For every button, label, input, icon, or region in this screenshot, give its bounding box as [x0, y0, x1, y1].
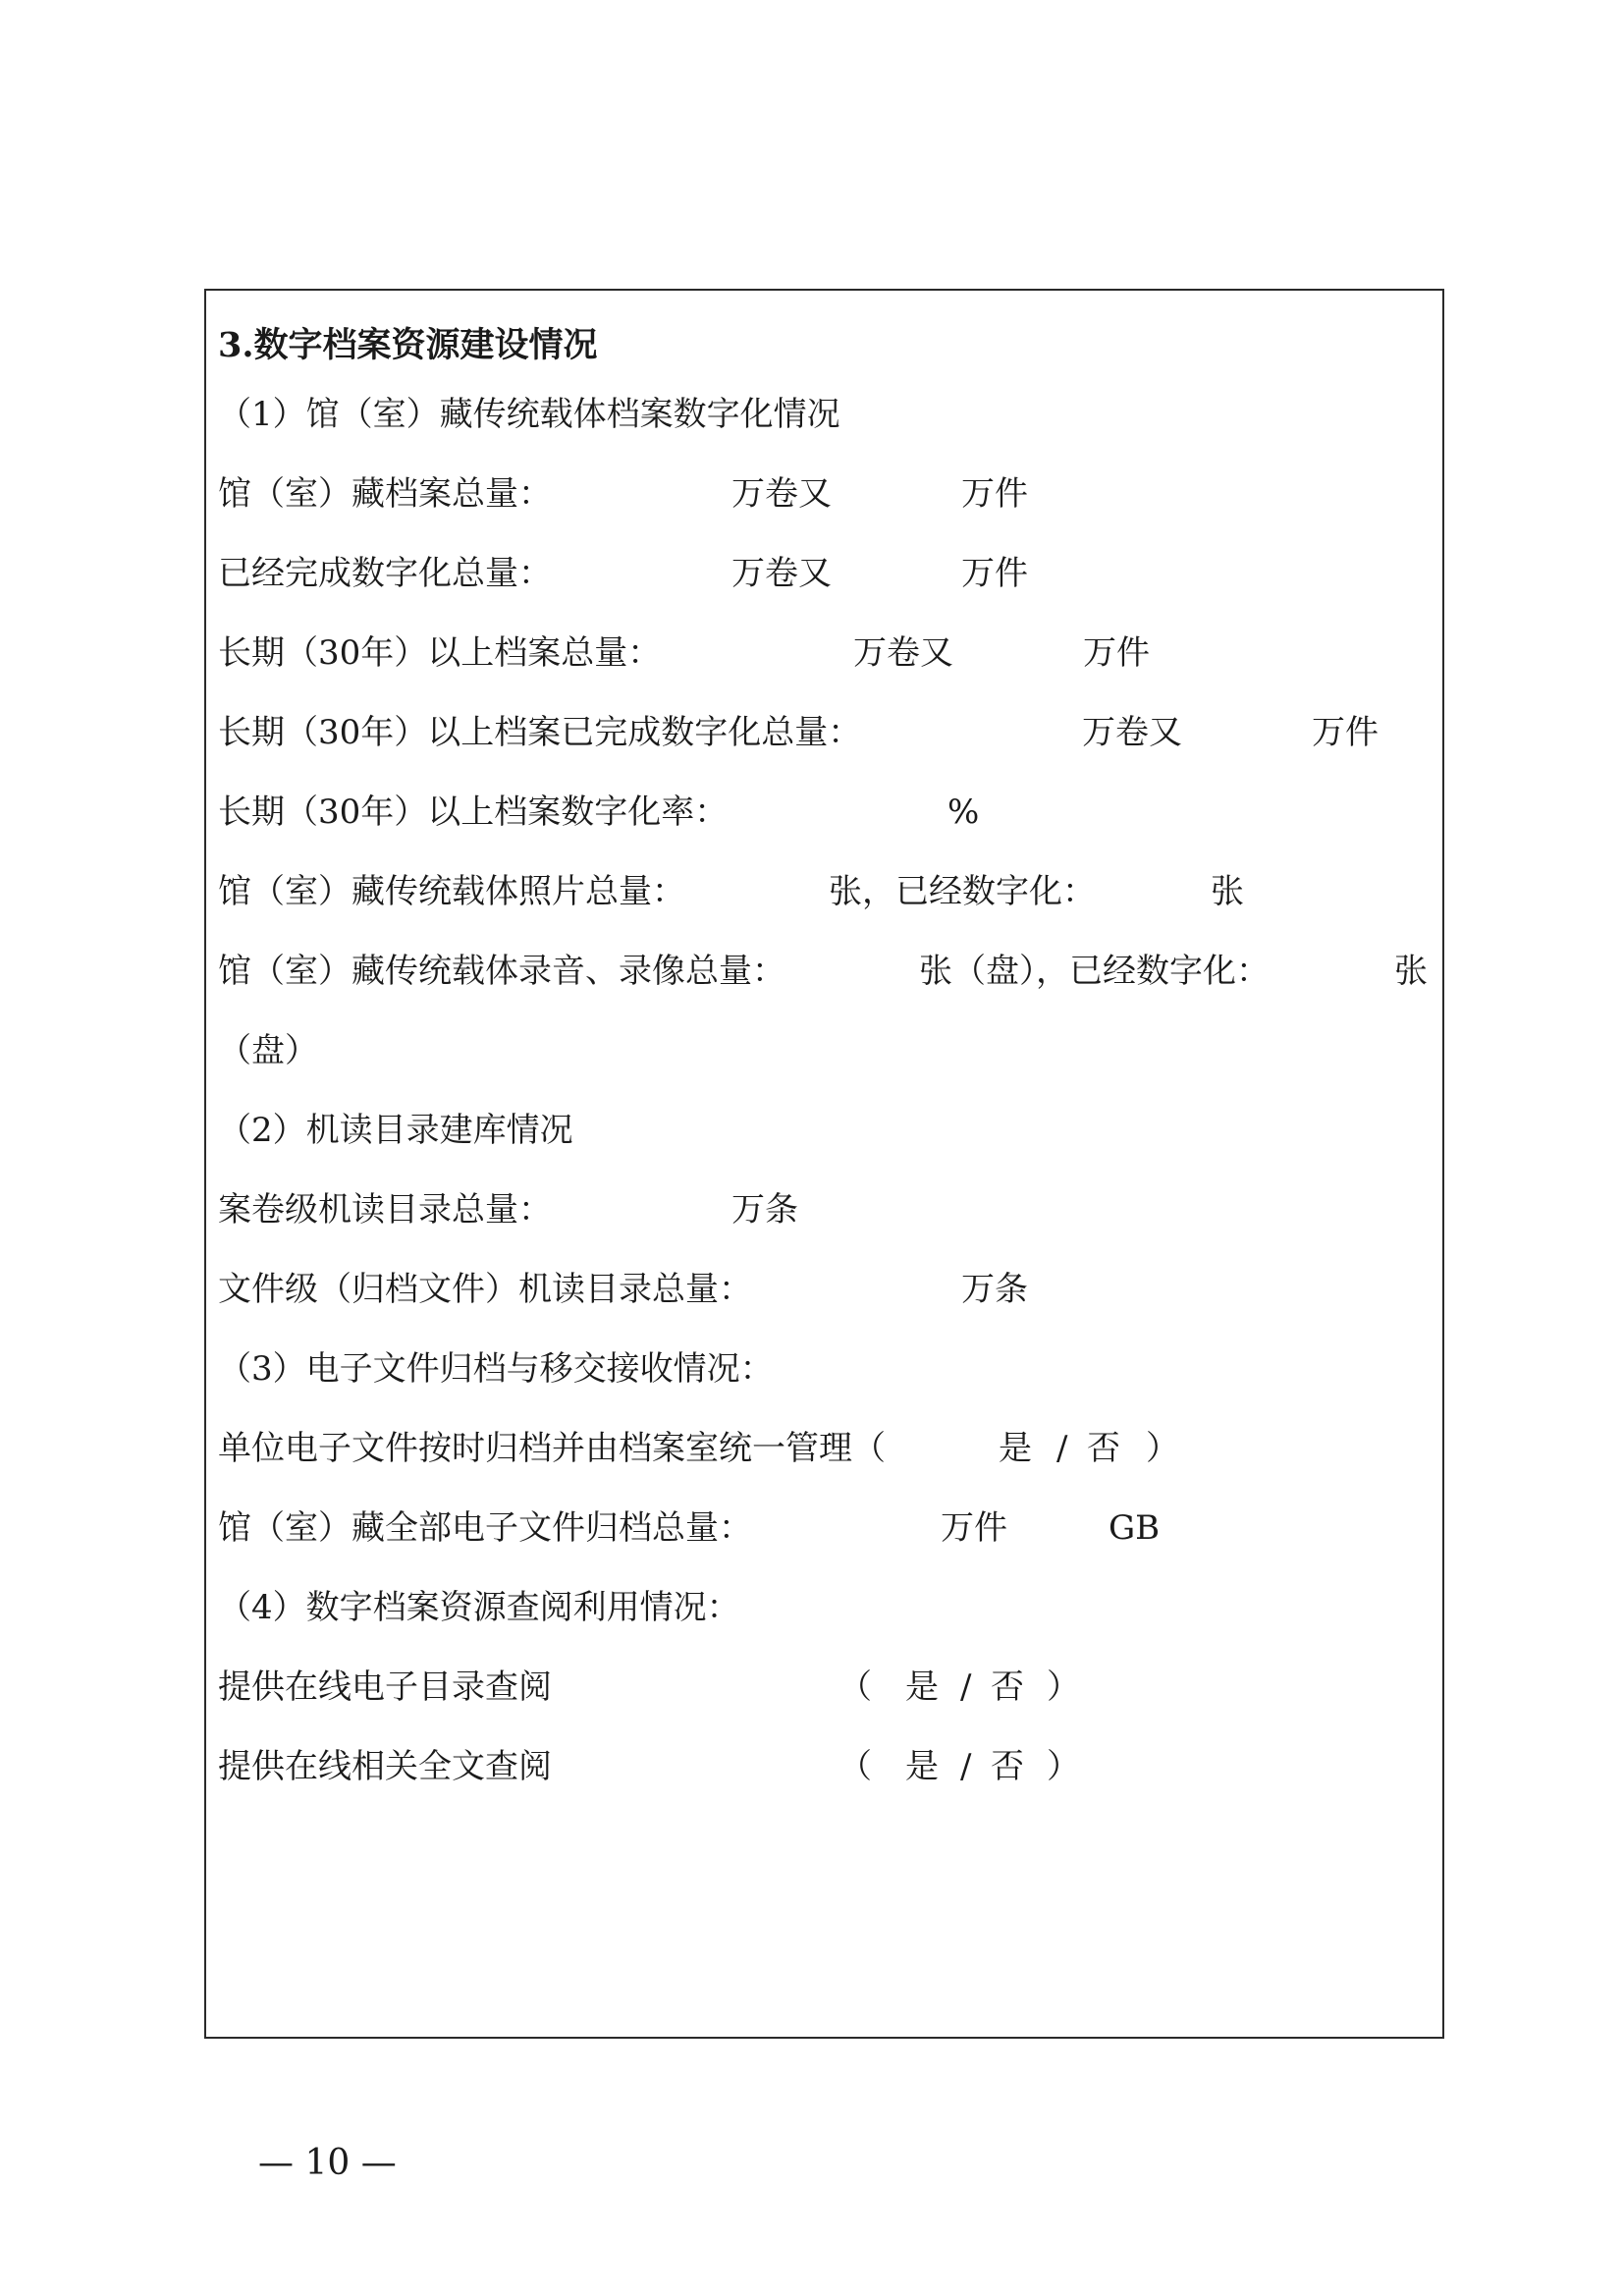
photos-unit-digitized: 张，已经数字化：	[829, 872, 1096, 911]
online-catalog-slash: /	[960, 1667, 972, 1707]
long-term-rate-label: 长期（30年）以上档案数字化率：	[218, 793, 729, 832]
unified-management-slash: /	[1056, 1429, 1068, 1468]
audio-video-unit-sheets: 张	[1394, 952, 1428, 991]
photos-unit-sheets: 张	[1211, 872, 1244, 911]
long-term-digitized-unit-volumes: 万卷又	[1082, 713, 1182, 752]
audio-video-continuation: （盘）	[218, 1031, 318, 1070]
long-term-digitized-row	[218, 708, 1426, 757]
part1-title: （1）馆（室）藏传统载体档案数字化情况	[218, 395, 840, 434]
audio-video-label: 馆（室）藏传统载体录音、录像总量：	[218, 952, 785, 991]
long-term-total-unit-items: 万件	[1083, 633, 1150, 673]
digitized-total-unit-volumes: 万卷又	[731, 554, 832, 593]
audio-video-row	[218, 947, 1435, 996]
long-term-digitized-label: 长期（30年）以上档案已完成数字化总量：	[218, 713, 862, 752]
online-fulltext-open: （	[839, 1747, 872, 1786]
case-level-unit: 万条	[731, 1190, 798, 1230]
long-term-rate-unit: %	[947, 793, 980, 832]
case-level-row	[218, 1185, 1426, 1234]
digitized-total-row	[218, 549, 1426, 598]
part2-title: （2）机读目录建库情况	[218, 1111, 573, 1150]
online-fulltext-row	[218, 1742, 1426, 1791]
long-term-total-label: 长期（30年）以上档案总量：	[218, 633, 662, 673]
long-term-total-unit-volumes: 万卷又	[853, 633, 953, 673]
section-title: 3.数字档案资源建设情况	[218, 325, 598, 365]
file-level-row	[218, 1265, 1426, 1314]
online-fulltext-slash: /	[960, 1747, 972, 1786]
online-fulltext-label: 提供在线相关全文查阅	[218, 1747, 552, 1786]
digitized-total-label: 已经完成数字化总量：	[218, 554, 552, 593]
online-fulltext-no: 否	[991, 1747, 1024, 1786]
total-holdings-label: 馆（室）藏档案总量：	[218, 474, 552, 514]
online-catalog-open: （	[839, 1667, 872, 1707]
unified-management-yes: 是	[999, 1429, 1032, 1468]
case-level-label: 案卷级机读目录总量：	[218, 1190, 552, 1230]
online-catalog-label: 提供在线电子目录查阅	[218, 1667, 552, 1707]
electronic-total-unit-items: 万件	[941, 1508, 1007, 1548]
part3-title: （3）电子文件归档与移交接收情况：	[218, 1349, 774, 1389]
total-holdings-unit-volumes: 万卷又	[731, 474, 832, 514]
part4-title: （4）数字档案资源查阅利用情况：	[218, 1588, 740, 1627]
digitized-total-unit-items: 万件	[961, 554, 1028, 593]
unified-management-label: 单位电子文件按时归档并由档案室统一管理（	[218, 1429, 886, 1468]
online-catalog-row	[218, 1663, 1426, 1712]
electronic-total-row	[218, 1503, 1426, 1553]
online-fulltext-close: ）	[1047, 1747, 1080, 1786]
long-term-rate-row	[218, 788, 1426, 837]
unified-management-no: 否	[1087, 1429, 1120, 1468]
electronic-total-label: 馆（室）藏全部电子文件归档总量：	[218, 1508, 752, 1548]
total-holdings-unit-items: 万件	[961, 474, 1028, 514]
electronic-total-unit-gb: GB	[1109, 1508, 1161, 1548]
audio-video-unit-digitized: 张（盘），已经数字化：	[919, 952, 1270, 991]
photos-label: 馆（室）藏传统载体照片总量：	[218, 872, 685, 911]
online-catalog-yes: 是	[905, 1667, 939, 1707]
unified-management-row	[218, 1424, 1426, 1473]
file-level-unit: 万条	[961, 1270, 1028, 1309]
online-catalog-no: 否	[991, 1667, 1024, 1707]
unified-management-close: ）	[1146, 1429, 1179, 1468]
file-level-label: 文件级（归档文件）机读目录总量：	[218, 1270, 752, 1309]
long-term-digitized-unit-items: 万件	[1312, 713, 1379, 752]
page-number: — 10 —	[258, 2143, 397, 2183]
online-catalog-close: ）	[1047, 1667, 1080, 1707]
total-holdings-row	[218, 469, 1426, 519]
long-term-total-row	[218, 629, 1426, 678]
online-fulltext-yes: 是	[905, 1747, 939, 1786]
photos-row	[218, 867, 1426, 916]
